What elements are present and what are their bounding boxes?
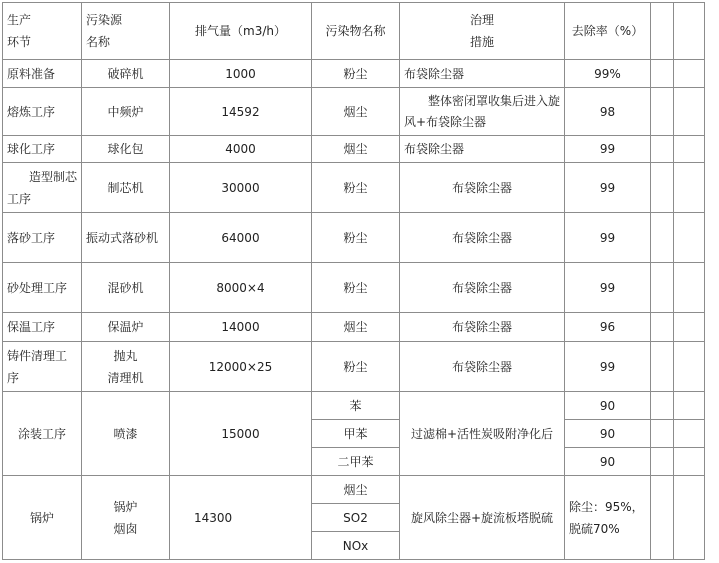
pollutant-cell: 粉尘 xyxy=(312,60,400,88)
table-row xyxy=(3,60,705,88)
pollutant-cell: 烟尘 xyxy=(312,476,400,504)
removal-cell: 除尘：95%，脱硫70% xyxy=(565,476,651,560)
treatment-cell: 布袋除尘器 xyxy=(400,313,565,342)
treatment-cell: 布袋除尘器 xyxy=(400,342,565,392)
exhaust-cell: 8000×4 xyxy=(170,263,312,313)
removal-cell: 96 xyxy=(565,313,651,342)
source-cell: 保温炉 xyxy=(82,313,170,342)
table-row xyxy=(3,88,705,136)
pollutant-cell: 粉尘 xyxy=(312,263,400,313)
exhaust-cell: 30000 xyxy=(170,163,312,213)
stage-cell: 铸件清理工序 xyxy=(3,342,82,392)
extra-cell xyxy=(651,313,674,342)
treatment-cell: 布袋除尘器 xyxy=(400,213,565,263)
extra-cell xyxy=(651,476,674,560)
source-cell: 制芯机 xyxy=(82,163,170,213)
extra-cell xyxy=(651,88,674,136)
pollutant-cell: NOx xyxy=(312,532,400,560)
exhaust-cell: 12000×25 xyxy=(170,342,312,392)
stage-cell: 落砂工序 xyxy=(3,213,82,263)
treatment-cell: 布袋除尘器 xyxy=(400,163,565,213)
extra-cell xyxy=(674,342,705,392)
extra-cell xyxy=(651,420,674,448)
pollutant-cell: 烟尘 xyxy=(312,136,400,163)
extra-cell xyxy=(651,213,674,263)
table-row-coating xyxy=(3,392,705,420)
removal-cell: 99 xyxy=(565,213,651,263)
table-row xyxy=(3,342,705,392)
removal-cell: 90 xyxy=(565,392,651,420)
pollutant-cell: 粉尘 xyxy=(312,213,400,263)
table-row xyxy=(3,313,705,342)
table-row xyxy=(3,213,705,263)
pollutant-cell: SO2 xyxy=(312,504,400,532)
removal-cell: 90 xyxy=(565,420,651,448)
extra-cell xyxy=(651,448,674,476)
pollutant-cell: 二甲苯 xyxy=(312,448,400,476)
source-cell: 喷漆 xyxy=(82,392,170,476)
exhaust-cell: 14592 xyxy=(170,88,312,136)
exhaust-cell: 15000 xyxy=(170,392,312,476)
header-source: 污染源 名称 xyxy=(82,3,170,60)
exhaust-cell: 64000 xyxy=(170,213,312,263)
extra-cell xyxy=(674,60,705,88)
source-cell: 锅炉 烟囱 xyxy=(82,476,170,560)
removal-cell: 98 xyxy=(565,88,651,136)
extra-cell xyxy=(674,213,705,263)
stage-cell: 原料准备 xyxy=(3,60,82,88)
treatment-cell: 旋风除尘器+旋流板塔脱硫 xyxy=(400,476,565,560)
stage-cell: 熔炼工序 xyxy=(3,88,82,136)
header-pollutant: 污染物名称 xyxy=(312,3,400,60)
removal-cell: 99 xyxy=(565,163,651,213)
header-removal: 去除率（%） xyxy=(565,3,651,60)
extra-cell xyxy=(651,342,674,392)
source-cell: 中频炉 xyxy=(82,88,170,136)
exhaust-cell: 14000 xyxy=(170,313,312,342)
removal-cell: 90 xyxy=(565,448,651,476)
pollutant-cell: 烟尘 xyxy=(312,313,400,342)
table-row xyxy=(3,136,705,163)
table-row-boiler xyxy=(3,476,705,504)
exhaust-cell: 4000 xyxy=(170,136,312,163)
extra-cell xyxy=(651,60,674,88)
pollutant-cell: 甲苯 xyxy=(312,420,400,448)
extra-cell xyxy=(651,136,674,163)
pollutant-cell: 粉尘 xyxy=(312,342,400,392)
removal-cell: 99% xyxy=(565,60,651,88)
source-cell: 球化包 xyxy=(82,136,170,163)
stage-cell: 造型制芯工序 xyxy=(3,163,82,213)
source-cell: 抛丸 清理机 xyxy=(82,342,170,392)
extra-cell xyxy=(651,392,674,420)
table-row xyxy=(3,263,705,313)
treatment-cell: 布袋除尘器 xyxy=(400,136,565,163)
stage-cell: 球化工序 xyxy=(3,136,82,163)
extra-cell xyxy=(674,448,705,476)
removal-cell: 99 xyxy=(565,136,651,163)
pollution-control-table xyxy=(2,2,705,560)
source-cell: 破碎机 xyxy=(82,60,170,88)
extra-cell xyxy=(674,420,705,448)
extra-cell xyxy=(674,313,705,342)
header-exhaust: 排气量（m3/h） xyxy=(170,3,312,60)
source-cell: 振动式落砂机 xyxy=(82,213,170,263)
stage-cell: 涂装工序 xyxy=(3,392,82,476)
pollutant-cell: 苯 xyxy=(312,392,400,420)
header-stage: 生产 环节 xyxy=(3,3,82,60)
pollutant-cell: 粉尘 xyxy=(312,163,400,213)
header-row xyxy=(3,3,705,60)
extra-cell xyxy=(674,263,705,313)
extra-cell xyxy=(674,392,705,420)
removal-cell: 99 xyxy=(565,342,651,392)
extra-cell xyxy=(674,476,705,560)
exhaust-cell: 14300 xyxy=(170,476,312,560)
extra-cell xyxy=(674,88,705,136)
exhaust-cell: 1000 xyxy=(170,60,312,88)
removal-cell: 99 xyxy=(565,263,651,313)
pollutant-cell: 烟尘 xyxy=(312,88,400,136)
treatment-cell: 过滤棉+活性炭吸附净化后 xyxy=(400,392,565,476)
header-treatment: 治理 措施 xyxy=(400,3,565,60)
extra-cell xyxy=(651,3,674,60)
extra-cell xyxy=(651,163,674,213)
table-row xyxy=(3,163,705,213)
stage-cell: 砂处理工序 xyxy=(3,263,82,313)
treatment-cell: 布袋除尘器 xyxy=(400,263,565,313)
extra-cell xyxy=(674,136,705,163)
treatment-cell: 布袋除尘器 xyxy=(400,60,565,88)
source-cell: 混砂机 xyxy=(82,263,170,313)
stage-cell: 锅炉 xyxy=(3,476,82,560)
extra-cell xyxy=(651,263,674,313)
extra-cell xyxy=(674,3,705,60)
extra-cell xyxy=(674,163,705,213)
stage-cell: 保温工序 xyxy=(3,313,82,342)
treatment-cell: 整体密闭罩收集后进入旋风+布袋除尘器 xyxy=(400,88,565,136)
